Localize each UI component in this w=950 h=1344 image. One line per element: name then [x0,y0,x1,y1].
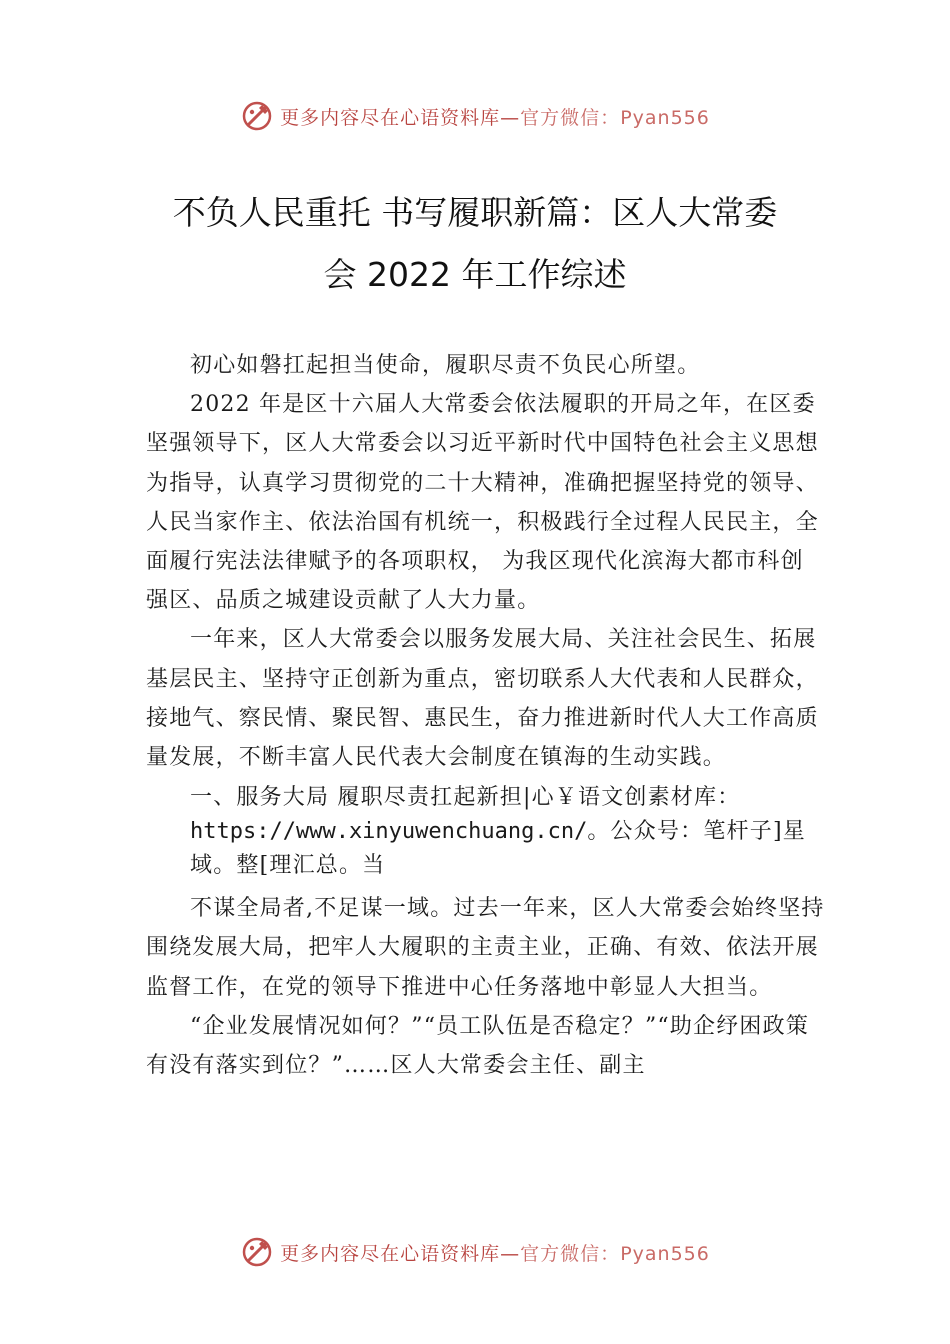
pen-logo-icon [240,1235,274,1269]
banner-wechat-id: Pyan556 [620,106,710,129]
paragraph-intro: 初心如磐扛起担当使命，履职尽责不负民心所望。 [190,353,701,378]
section-heading-url: https://www.xinyuwenchuang.cn/ [190,819,588,845]
section-heading-post: 。公众号：笔杆子]星域。整[理汇总。当 [190,819,806,879]
section-heading-pre: 一、服务大局 履职尽责扛起新担|心￥语文创素材库： [190,785,741,811]
pen-logo-icon [240,99,274,133]
footer-banner [0,1232,950,1272]
section-heading-1 [146,781,826,883]
banner-wechat-label: 官方微信： [520,1242,621,1265]
banner-text [280,1239,710,1266]
banner-main-text: 更多内容尽在心语资料库 [280,1242,501,1265]
paragraph-year-summary: 一年来，区人大常委会以服务发展大局、关注社会民生、拓展基层民主、坚持守正创新为重点，密切联系人大代表和人民群众，接地气、察民情、聚民智、惠民生，奋力推进新时代人大工作高质量发展，不断丰富人民代表大会制度在镇海的生动实践。 [146,627,819,771]
header-banner [0,96,950,136]
title-line-1: 不负人民重托 书写履职新篇：区人大常委 [172,193,778,232]
banner-text [280,103,710,130]
title-line-2: 会 2022 年工作综述 [323,255,627,294]
paragraph-questions: “企业发展情况如何？”“员工队伍是否稳定？”“助企纾困政策有没有落实到位？”……区人大常委会主任、副主 [146,1013,810,1079]
banner-main-text: 更多内容尽在心语资料库 [280,106,501,129]
banner-dash: — [500,1242,521,1265]
banner-wechat-id: Pyan556 [620,1242,710,1265]
document-title [110,182,840,306]
document-body [146,346,826,1085]
paragraph-2022: 2022 年是区十六届人大常委会依法履职的开局之年，在区委坚强领导下，区人大常委会以习近平新时代中国特色社会主义思想为指导，认真学习贯彻党的二十大精神，准确把握坚持党的领导、人民当家作主、依法治国有机统一，积极践行全过程人民民主，全面履行宪法法律赋予的各项职权， 为我区现代化滨海大都市科创强区、品质之城建设贡献了人大力量。 [146,392,819,614]
paragraph-overall: 不谋全局者,不足谋一域。过去一年来，区人大常委会始终坚持围绕发展大局，把牢人大履职的主责主业，正确、有效、依法开展监督工作，在党的领导下推进中心任务落地中彰显人大担当。 [146,896,825,1000]
banner-dash: — [500,106,521,129]
banner-wechat-label: 官方微信： [520,106,621,129]
